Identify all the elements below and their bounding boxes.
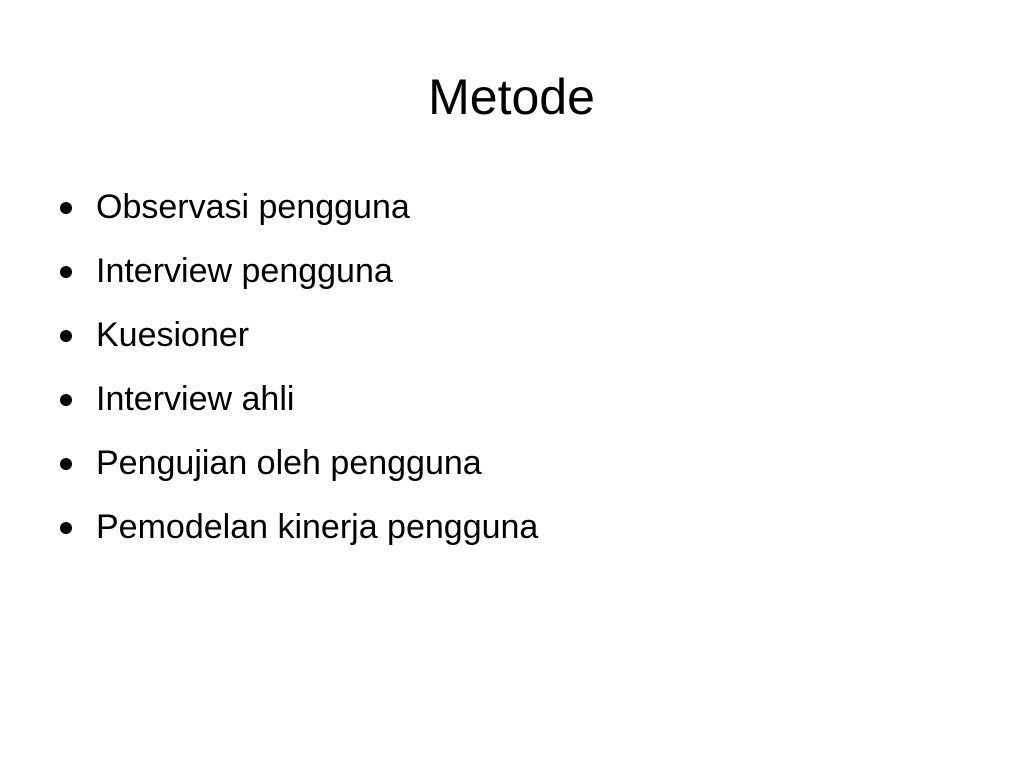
bullet-dot-icon	[60, 266, 72, 278]
bullet-text: Pengujian oleh pengguna	[96, 444, 482, 482]
list-item	[60, 306, 538, 370]
bullet-text: Interview pengguna	[96, 252, 393, 290]
bullet-dot-icon	[60, 330, 72, 342]
bullet-dot-icon	[60, 522, 72, 534]
list-item	[60, 370, 538, 434]
bullet-text: Kuesioner	[96, 316, 250, 354]
list-item	[60, 434, 538, 498]
bullet-dot-icon	[60, 202, 72, 214]
bullet-dot-icon	[60, 458, 72, 470]
bullet-list	[60, 178, 538, 562]
bullet-text: Pemodelan kinerja pengguna	[96, 508, 539, 546]
list-item	[60, 498, 538, 562]
bullet-text: Interview ahli	[96, 380, 295, 418]
bullet-text: Observasi pengguna	[96, 188, 410, 226]
slide-title: Metode	[428, 69, 595, 125]
list-item	[60, 242, 538, 306]
bullet-dot-icon	[60, 394, 72, 406]
list-item	[60, 178, 538, 242]
